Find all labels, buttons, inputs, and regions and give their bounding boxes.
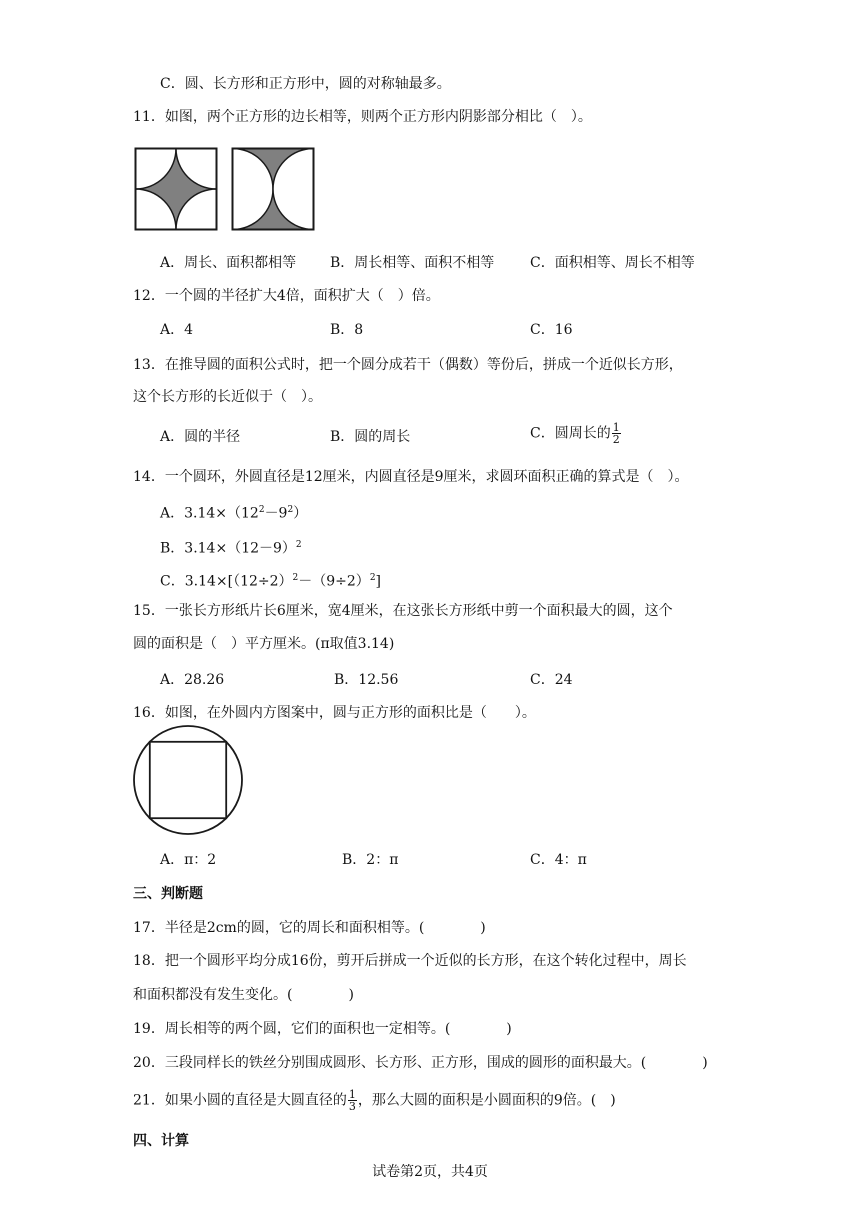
q14-a-part2: －9 [264, 505, 288, 522]
q18-stem-line1: 18．把一个圆形平均分成16份，剪开后拼成一个近似的长方形，在这个转化过程中，周长 [133, 953, 687, 969]
q15-option-b: B．12.56 [334, 672, 399, 688]
fraction-denominator: 2 [612, 433, 620, 446]
q15-option-a: A．28.26 [160, 672, 225, 688]
q13-stem-line1: 13．在推导圆的面积公式时，把一个圆分成若干（偶数）等份后，拼成一个近似长方形， [133, 357, 683, 373]
q19-stem: 19．周长相等的两个圆，它们的面积也一定相等。( ) [133, 1021, 512, 1037]
square-figure-right [233, 149, 314, 230]
q16-figure [132, 724, 244, 836]
q14-c-exp1: 2 [292, 573, 299, 583]
q14-b-exp: 2 [295, 540, 302, 550]
q21-stem [133, 1089, 616, 1112]
fraction-numerator: 1 [348, 1088, 356, 1101]
q14-c-part2: －（9÷2） [298, 573, 370, 590]
q13-option-c-text: C．圆周长的 [530, 425, 611, 442]
q14-a-part3: ） [293, 505, 308, 522]
q14-c-part3: ] [375, 573, 382, 590]
q11-stem: 11．如图，两个正方形的边长相等，则两个正方形内阴影部分相比（ ）。 [133, 109, 592, 125]
fraction-one-half [612, 422, 621, 445]
q12-option-c: C．16 [530, 322, 573, 338]
q14-option-c [160, 568, 381, 592]
q11-option-b: B．周长相等、面积不相等 [330, 255, 495, 271]
q12-option-b: B．8 [330, 322, 364, 338]
q13-option-a: A．圆的半径 [160, 429, 241, 445]
q16-option-a: A．π：2 [160, 852, 217, 868]
q11-option-a: A．周长、面积都相等 [160, 255, 297, 271]
q14-b-part1: B．3.14×（12－9） [160, 540, 296, 557]
q14-a-exp2: 2 [287, 505, 294, 515]
q10-option-c: C．圆、长方形和正方形中，圆的对称轴最多。 [160, 76, 451, 92]
q16-option-b: B．2：π [342, 852, 399, 868]
q13-stem-line2: 这个长方形的长近似于（ ）。 [133, 389, 322, 405]
q16-stem: 16．如图，在外圆内方图案中，圆与正方形的面积比是（ ）。 [133, 705, 536, 721]
q14-c-part1: C．3.14×[（12÷2） [160, 573, 293, 590]
q14-option-b [160, 535, 302, 559]
q13-option-c [530, 422, 622, 445]
q18-stem-line2: 和面积都没有发生变化。( ) [133, 987, 354, 1003]
section-3-heading: 三、判断题 [133, 886, 203, 902]
square-figure-left [136, 149, 217, 230]
fraction-denominator: 3 [348, 1100, 356, 1113]
q13-option-b: B．圆的周长 [330, 429, 411, 445]
q11-figure [133, 146, 318, 232]
q14-stem: 14．一个圆环，外圆直径是12厘米，内圆直径是9厘米，求圆环面积正确的算式是（ ）。 [133, 469, 689, 485]
q16-option-c: C．4：π [530, 852, 587, 868]
q21-part2: ，那么大圆的面积是小圆面积的9倍。( ) [357, 1092, 616, 1109]
q17-stem: 17．半径是2cm的圆，它的周长和面积相等。( ) [133, 920, 486, 936]
q20-stem: 20．三段同样长的铁丝分别围成圆形、长方形、正方形，围成的圆形的面积最大。( ) [133, 1055, 708, 1071]
fraction-one-third [348, 1089, 357, 1112]
q14-a-part1: A．3.14×（12 [160, 505, 259, 522]
section-4-heading: 四、计算 [133, 1133, 189, 1149]
q15-stem-line1: 15．一张长方形纸片长6厘米，宽4厘米，在这张长方形纸中剪一个面积最大的圆，这个 [133, 603, 673, 619]
q14-a-exp1: 2 [258, 505, 265, 515]
q12-option-a: A．4 [160, 322, 194, 338]
fraction-numerator: 1 [612, 421, 620, 434]
q12-stem: 12．一个圆的半径扩大4倍，面积扩大（ ）倍。 [133, 288, 440, 304]
q15-option-c: C．24 [530, 672, 573, 688]
q21-part1: 21．如果小圆的直径是大圆直径的 [133, 1092, 347, 1109]
q15-stem-line2: 圆的面积是（ ）平方厘米。(π取值3.14) [133, 636, 395, 652]
page-footer: 试卷第2页，共4页 [372, 1164, 488, 1180]
q14-c-exp2: 2 [369, 573, 376, 583]
q11-option-c: C．面积相等、周长不相等 [530, 255, 695, 271]
q14-option-a [160, 500, 307, 524]
